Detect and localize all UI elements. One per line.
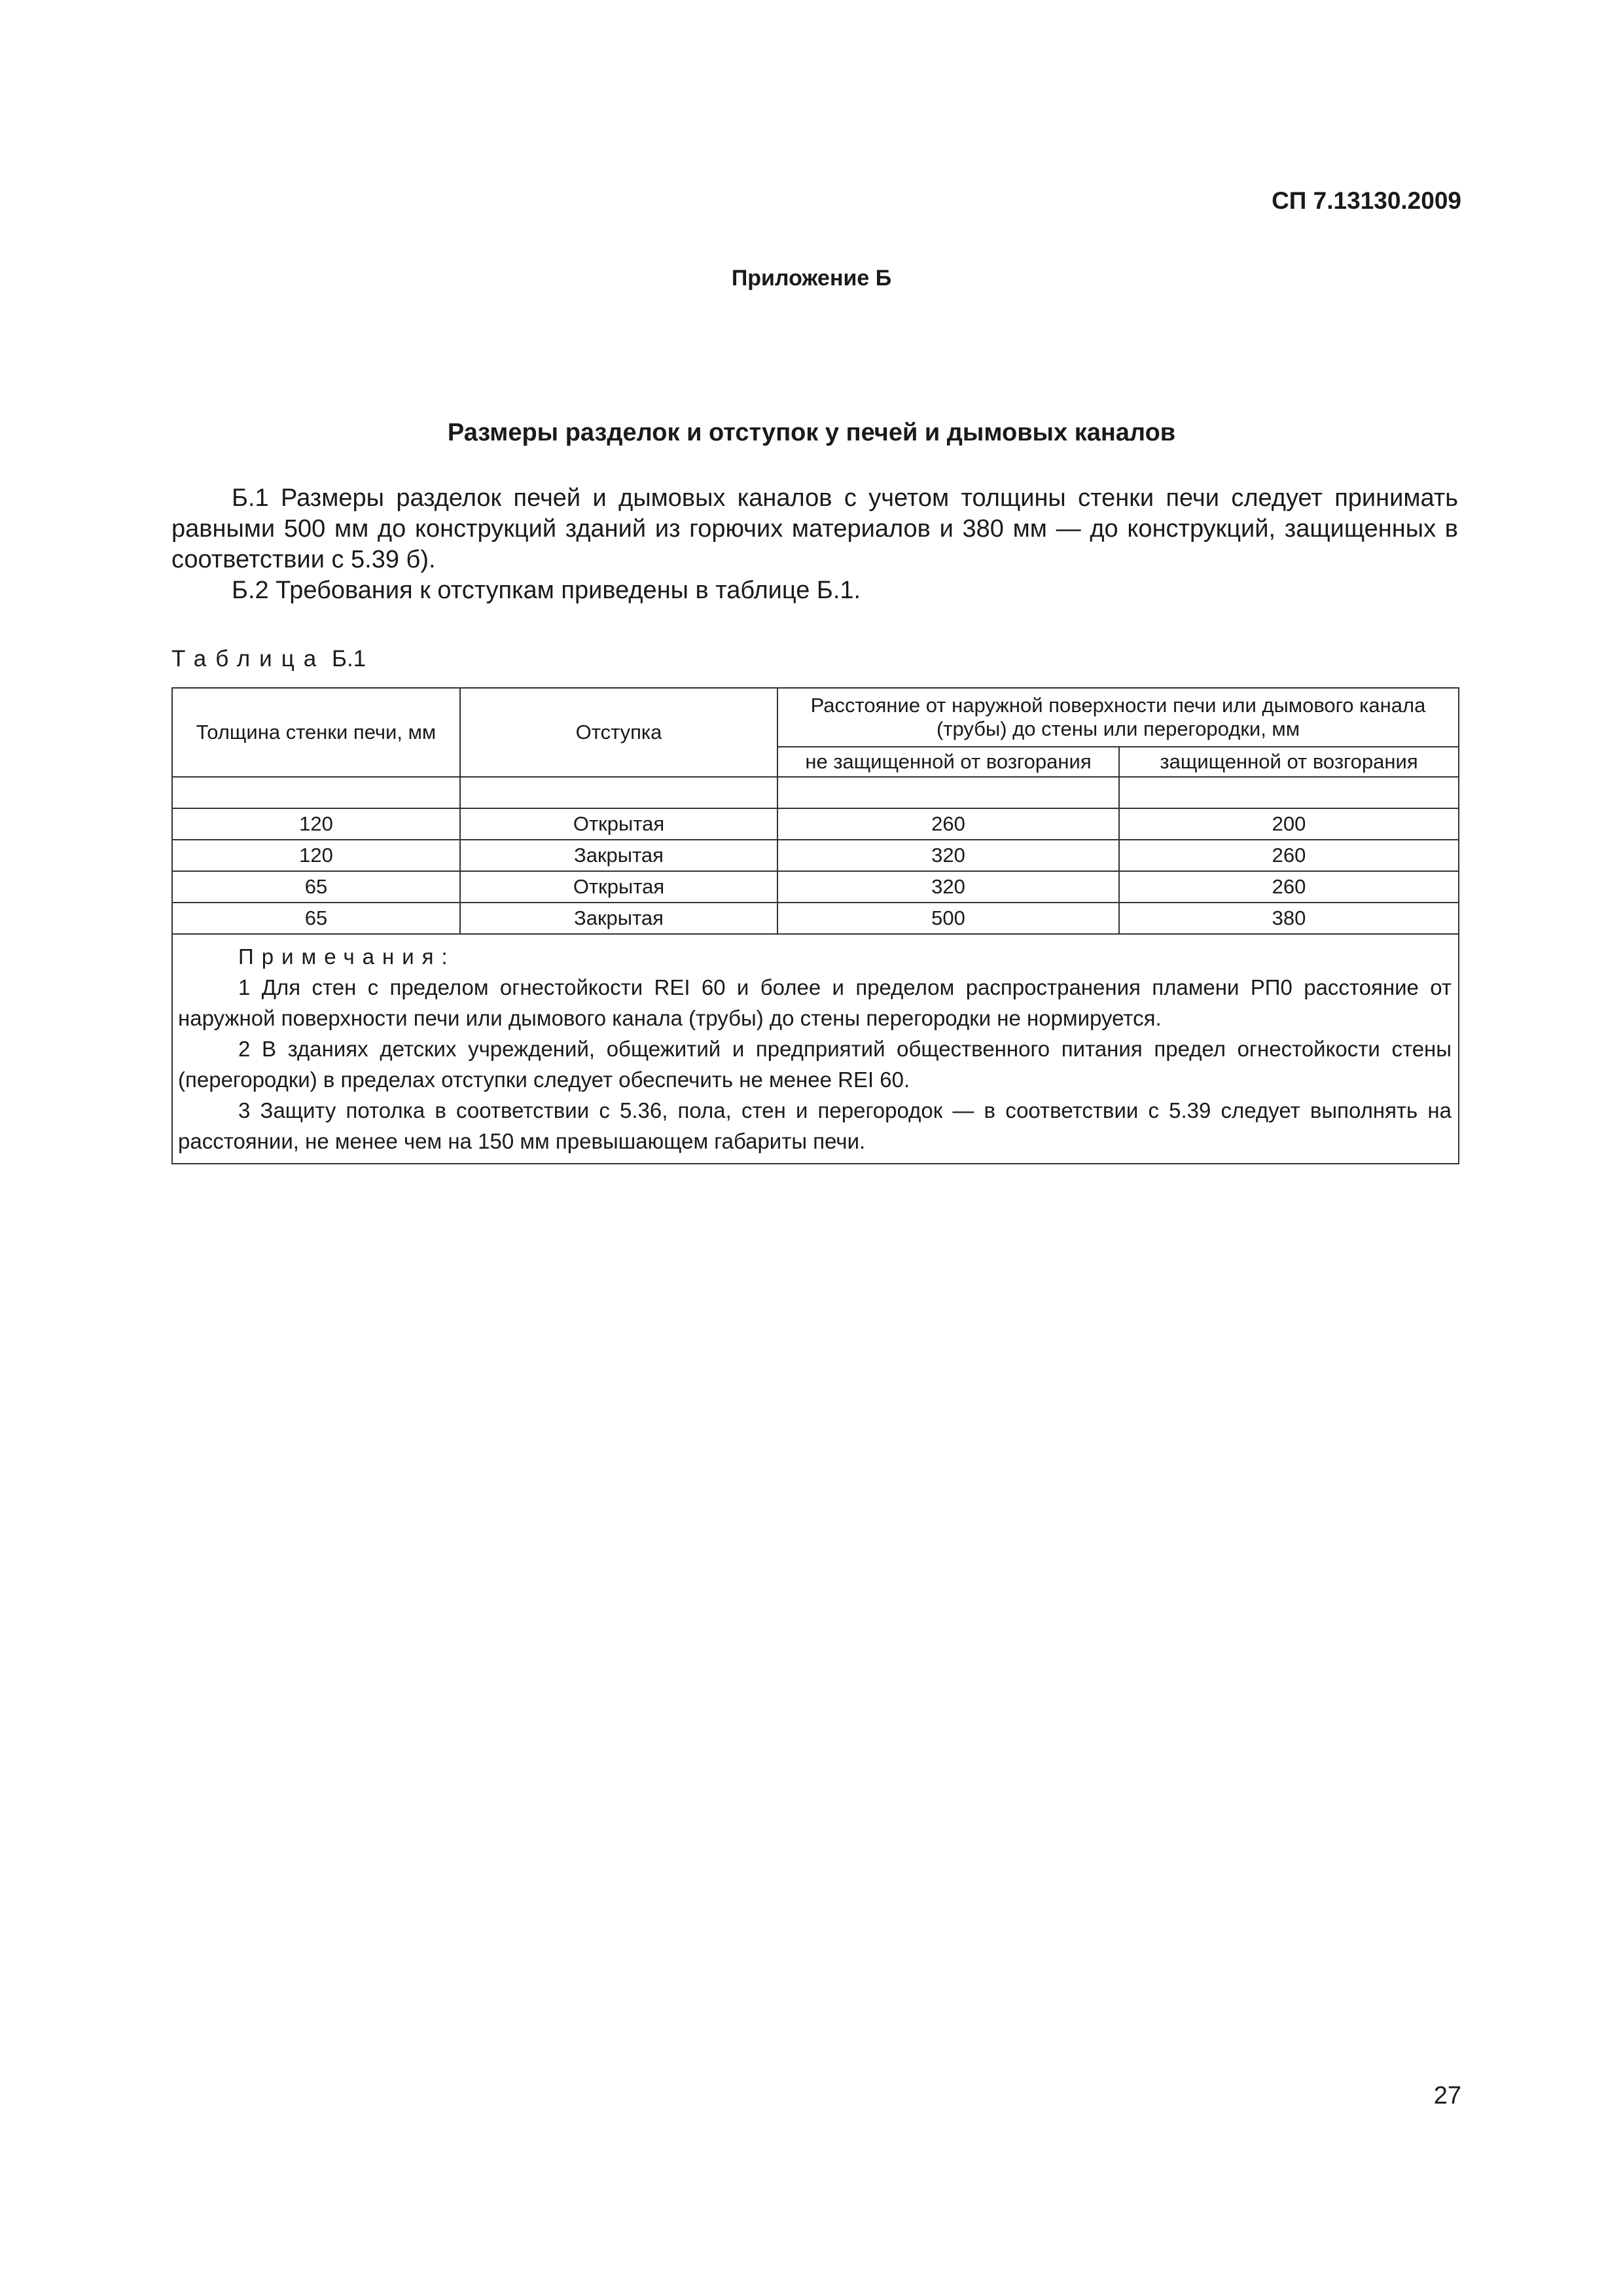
table-cell: 320 xyxy=(777,840,1119,871)
table-cell: 200 xyxy=(1119,808,1459,840)
header-distance: Расстояние от наружной поверхности печи или дымового канала (трубы) до стены или перегородки, мм xyxy=(777,688,1459,747)
note-item: 3 Защиту потолка в соответствии с 5.36, пола, стен и перегородок — в соответствии с 5.39 следует выполнять на расстоянии, не менее чем на 150 мм превышающем габариты печи. xyxy=(178,1098,1452,1153)
table-cell xyxy=(1119,777,1459,808)
table-cell: 65 xyxy=(172,903,460,934)
header-unprotected: не защищенной от возгорания xyxy=(777,747,1119,777)
header-setback: Отступка xyxy=(460,688,777,777)
table-row xyxy=(172,808,1459,840)
notes-title: Примечания: xyxy=(238,944,455,969)
setback-table xyxy=(171,687,1459,1164)
table-cell: 120 xyxy=(172,840,460,871)
table-cell xyxy=(777,777,1119,808)
table-cell: Открытая xyxy=(460,808,777,840)
header-protected: защищенной от возгорания xyxy=(1119,747,1459,777)
appendix-heading: Приложение Б xyxy=(731,266,892,291)
table-label-number: Б.1 xyxy=(331,646,366,672)
table-cell: 120 xyxy=(172,808,460,840)
page-number: 27 xyxy=(1433,2082,1461,2109)
table-cell: 260 xyxy=(1119,840,1459,871)
table-cell: 65 xyxy=(172,871,460,903)
table-label xyxy=(171,646,366,672)
section-title: Размеры разделок и отступок у печей и дымовых каналов xyxy=(447,419,1176,446)
table-row xyxy=(172,840,1459,871)
table-cell: 260 xyxy=(1119,871,1459,903)
note-item: 1 Для стен с пределом огнестойкости REI 60 и более и пределом распространения пламени РП0 расстояние от наружной поверхности печи или дымового канала (трубы) до стены перегородки не нормируется. xyxy=(178,975,1452,1030)
table-notes xyxy=(172,934,1459,1164)
table-empty-row xyxy=(172,777,1459,808)
table-cell: Открытая xyxy=(460,871,777,903)
table-label-prefix: Таблица xyxy=(171,646,326,672)
paragraph-b1: Б.1 Размеры разделок печей и дымовых каналов с учетом толщины стенки печи следует принимать равными 500 мм до конструкций зданий из горючих материалов и 380 мм — до конструкций, защищенных в соответствии с 5.39 б). xyxy=(171,484,1458,573)
table-cell: 500 xyxy=(777,903,1119,934)
table-row xyxy=(172,871,1459,903)
table-notes-row xyxy=(172,934,1459,1164)
table-cell: Закрытая xyxy=(460,903,777,934)
table-cell xyxy=(460,777,777,808)
table-cell: 380 xyxy=(1119,903,1459,934)
table-cell: 260 xyxy=(777,808,1119,840)
paragraph-b2: Б.2 Требования к отступкам приведены в таблице Б.1. xyxy=(232,577,861,604)
table-row xyxy=(172,903,1459,934)
table-cell xyxy=(172,777,460,808)
table-cell: 320 xyxy=(777,871,1119,903)
document-code: СП 7.13130.2009 xyxy=(1272,187,1461,214)
body-text xyxy=(171,483,1458,606)
table-header-row xyxy=(172,688,1459,747)
header-thickness: Толщина стенки печи, мм xyxy=(172,688,460,777)
table-cell: Закрытая xyxy=(460,840,777,871)
note-item: 2 В зданиях детских учреждений, общежитий и предприятий общественного питания предел огнестойкости стены (перегородки) в пределах отступки следует обеспечить не менее REI 60. xyxy=(178,1037,1452,1092)
